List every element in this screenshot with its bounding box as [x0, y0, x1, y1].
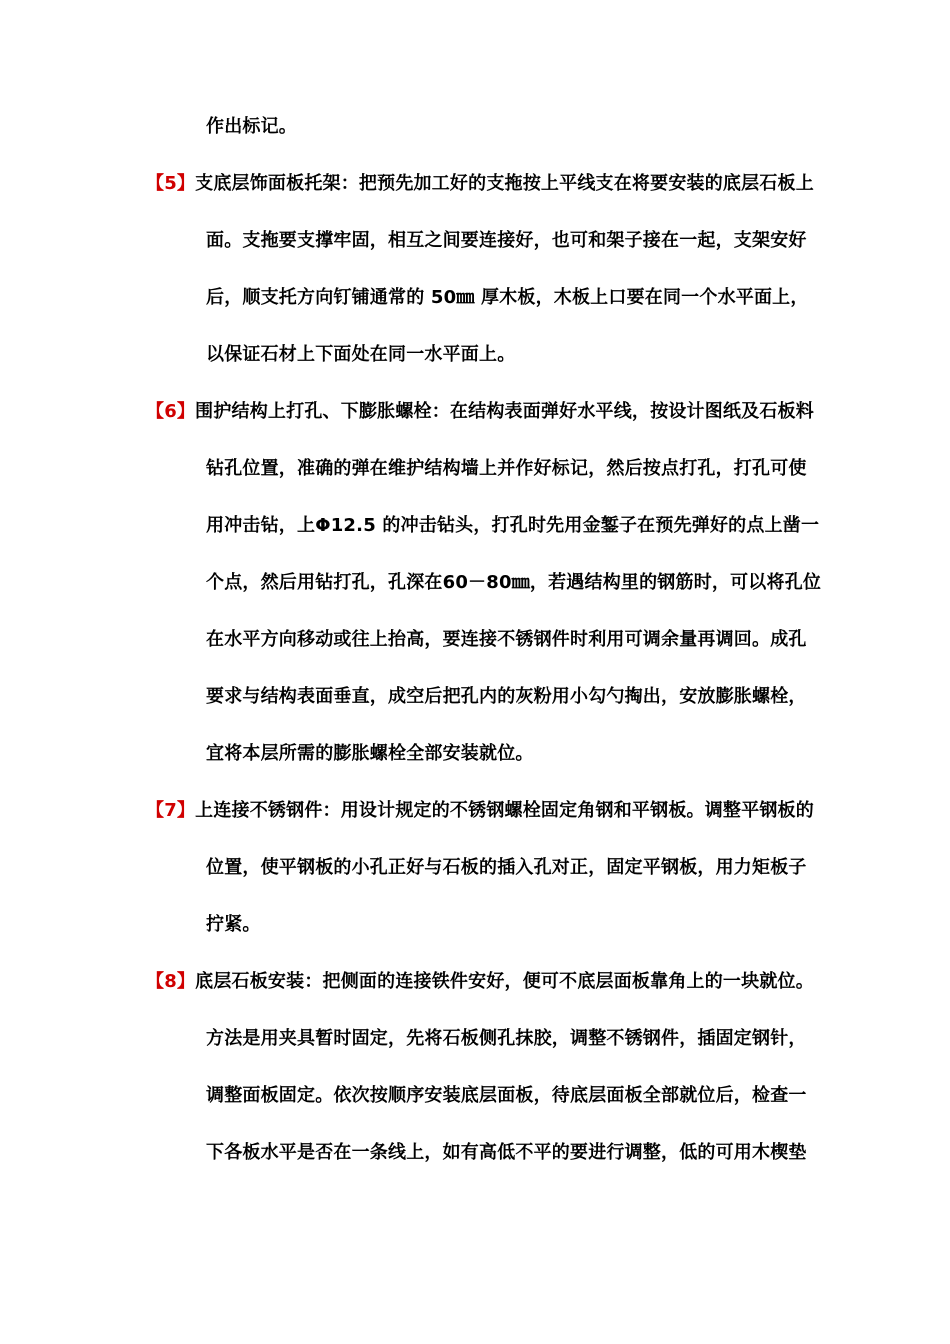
item-6-line-2: 钻孔位置，准确的弹在维护结构墙上并作好标记，然后按点打孔，打孔可使 [206, 458, 807, 479]
item-8-line-2: 方法是用夹具暂时固定，先将石板侧孔抹胶，调整不锈钢件，插固定钢针， [206, 1028, 807, 1049]
item-8-first-line [146, 970, 814, 994]
intro-line: 作出标记。 [206, 116, 297, 137]
item-8-line-4: 下各板水平是否在一条线上，如有高低不平的要进行调整，低的可用木楔垫 [206, 1142, 807, 1163]
item-8-line-1: 底层石板安装：把侧面的连接铁件安好，便可不底层面板靠角上的一块就位。 [195, 971, 814, 992]
item-5-marker: 【5】 [146, 173, 196, 194]
item-6-line-1: 围护结构上打孔、下膨胀螺栓：在结构表面弹好水平线，按设计图纸及石板料 [195, 401, 814, 422]
item-6-marker: 【6】 [146, 401, 196, 422]
item-6-line-6: 要求与结构表面垂直，成空后把孔内的灰粉用小勾勺掏出，安放膨胀螺栓， [206, 686, 807, 707]
item-7-line-3: 拧紧。 [206, 914, 261, 935]
item-7-line-1: 上连接不锈钢件：用设计规定的不锈钢螺栓固定角钢和平钢板。调整平钢板的 [195, 800, 814, 821]
item-7-line-2: 位置，使平钢板的小孔正好与石板的插入孔对正，固定平钢板，用力矩板子 [206, 857, 807, 878]
item-5-line-3: 后，顺支托方向钉铺通常的 50㎜ 厚木板，木板上口要在同一个水平面上， [206, 287, 809, 308]
item-6-first-line [146, 400, 814, 424]
item-7-marker: 【7】 [146, 800, 196, 821]
item-5-line-1: 支底层饰面板托架：把预先加工好的支拖按上平线支在将要安装的底层石板上 [195, 173, 814, 194]
item-8-line-3: 调整面板固定。依次按顺序安装底层面板，待底层面板全部就位后，检查一 [206, 1085, 807, 1106]
item-6-line-5: 在水平方向移动或往上抬高，要连接不锈钢件时利用可调余量再调回。成孔 [206, 629, 807, 650]
item-5-line-4: 以保证石材上下面处在同一水平面上。 [206, 344, 516, 365]
item-6-line-7: 宜将本层所需的膨胀螺栓全部安装就位。 [206, 743, 534, 764]
item-6-line-3: 用冲击钻，上Φ12.5 的冲击钻头，打孔时先用金錾子在预先弹好的点上凿一 [206, 515, 820, 536]
item-5-line-2: 面。支拖要支撑牢固，相互之间要连接好，也可和架子接在一起，支架安好 [206, 230, 807, 251]
item-6-line-4: 个点，然后用钻打孔，孔深在60－80㎜，若遇结构里的钢筋时，可以将孔位 [206, 572, 822, 593]
item-5-first-line [146, 172, 814, 196]
item-7-first-line [146, 799, 814, 823]
item-8-marker: 【8】 [146, 971, 196, 992]
